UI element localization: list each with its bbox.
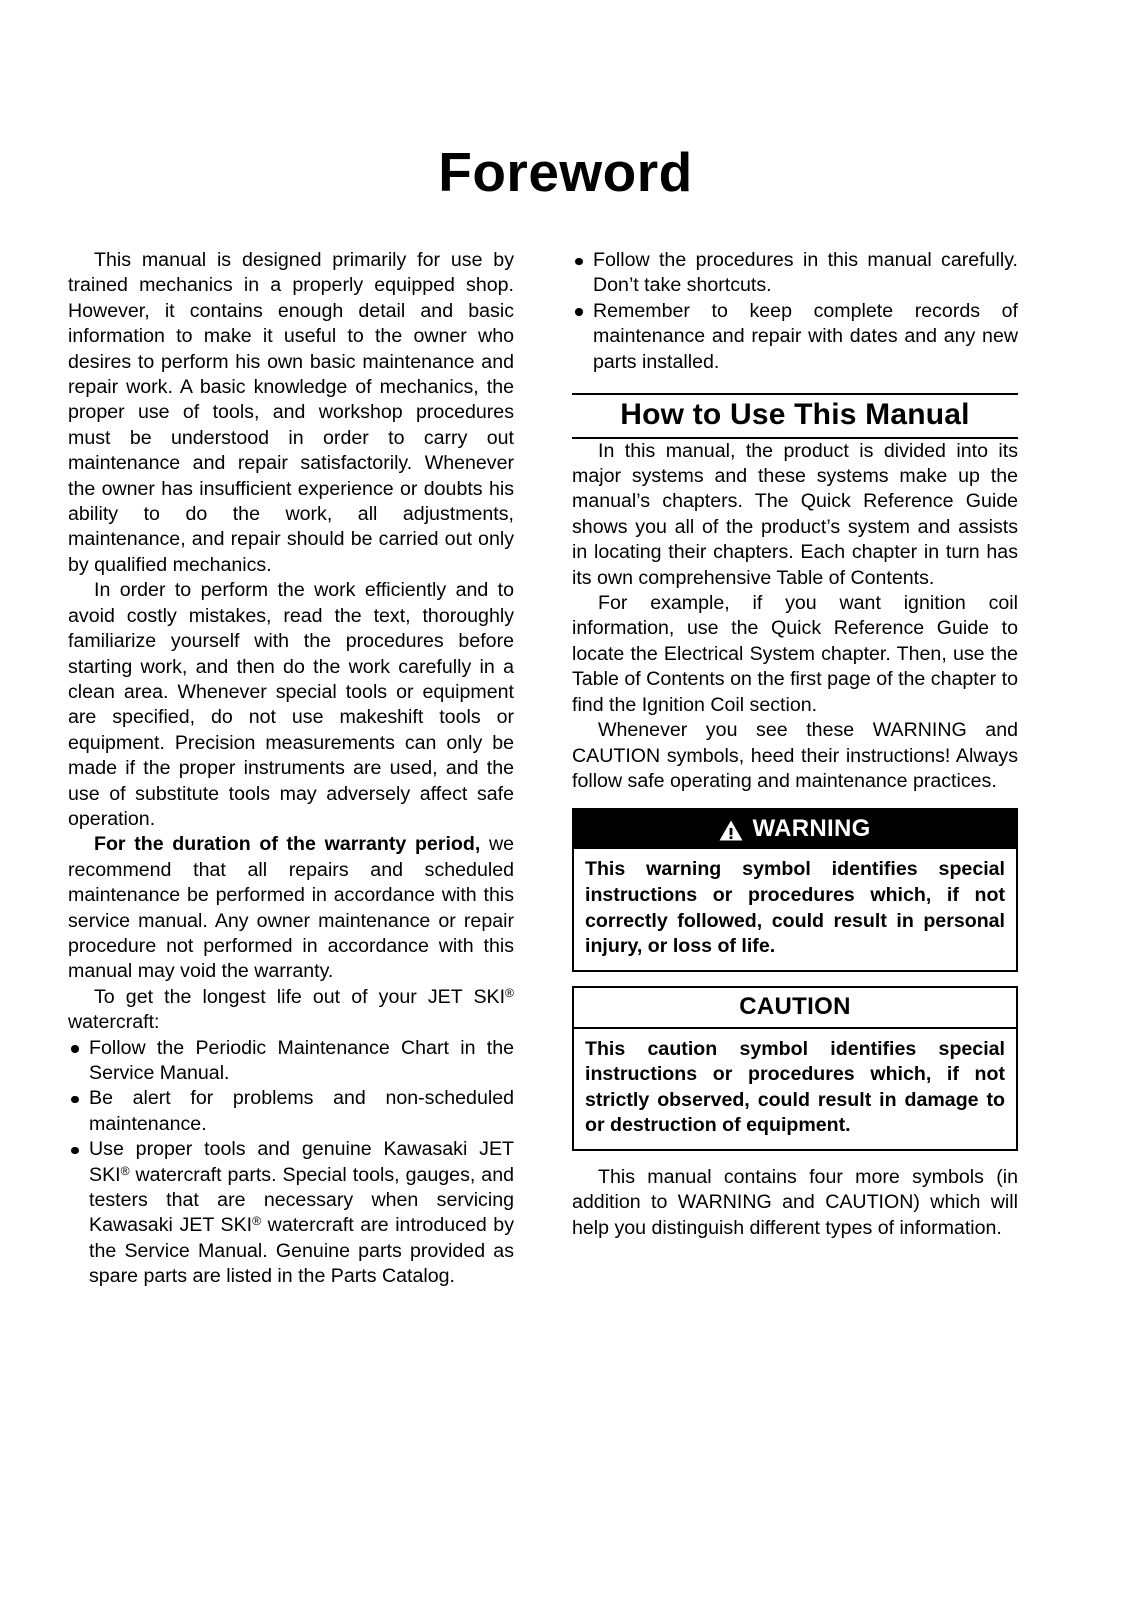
warranty-bold-lead: For the duration of the warranty period, [94, 833, 481, 856]
paragraph-manual-purpose: This manual is designed primarily for use by trained mechanics in a properly equipped shop. However, it contains enough detail and basic information to make it useful to the owner who desires to perform his own basic maintenance and repair work. A basic knowledge of mechanics, the proper use of tools, and workshop procedures must be understood in order to carry out maintenance and repair satisfactorily. Whenever the owner has insufficient experience or doubts his ability to do the work, all adjustments, maintenance, and repair should be carried out only by qualified mechanics. [68, 249, 514, 576]
list-item [572, 248, 1018, 299]
warning-triangle-icon [719, 820, 743, 841]
warranty-rest: we recommend that all repairs and scheduled maintenance be performed in accordance with this service manual. Any owner maintenance or repair procedure not performed in accordance with this manual may void the warranty. [68, 833, 514, 983]
paragraph-warranty-duration [68, 832, 514, 984]
page-title: Foreword [438, 140, 693, 203]
bullet-text-keep-records: Remember to keep complete records of maintenance and repair with dates and any new parts installed. [593, 299, 1018, 373]
left-bullet-list [68, 1036, 514, 1290]
genuine-parts-seg-3: watercraft are introduced by the Service Manual. Genuine parts provided as spare parts are listed in the Parts Catalog. [89, 1214, 515, 1288]
registered-trademark-icon: ® [120, 1163, 130, 1178]
caution-box-label: CAUTION [739, 992, 851, 1020]
caution-box-header [574, 988, 1016, 1029]
caution-box [572, 986, 1018, 1151]
section-heading-how-to-use: How to Use This Manual [572, 393, 1018, 439]
warning-box-header [574, 810, 1016, 849]
bullet-text-periodic-maintenance: Follow the Periodic Maintenance Chart in the Service Manual. [89, 1036, 514, 1084]
paragraph-manual-structure: In this manual, the product is divided into its major systems and these systems make up the manual’s chapters. The Quick Reference Guide shows you all of the product’s system and assists in locating their chapters. Each chapter in turn has its own comprehensive Table of Contents. [572, 439, 1018, 589]
longest-life-text-after: watercraft: [68, 1011, 160, 1034]
paragraph-longest-life [68, 985, 514, 1036]
bullet-text-genuine-parts [89, 1137, 514, 1289]
left-column [68, 248, 514, 1290]
genuine-parts-seg-1: Use proper tools and genuine Kawasaki JET SKI [89, 1138, 514, 1186]
registered-trademark-icon: ® [505, 985, 514, 1000]
caution-box-body [574, 1029, 1016, 1149]
right-column [572, 248, 1018, 1241]
caution-box-text: This caution symbol identifies special instructions or procedures which, if not strictly observed, could result in damage to or destruction of equipment. [585, 1037, 1005, 1137]
registered-trademark-icon: ® [252, 1214, 262, 1229]
warning-box [572, 808, 1018, 971]
longest-life-text-before: To get the longest life out of your JET SKI [94, 985, 506, 1008]
warning-box-text: This warning symbol identifies special instructions or procedures which, if not correctly followed, could result in personal injury, or loss of life. [585, 858, 1005, 958]
list-item [68, 1086, 514, 1137]
list-item [68, 1036, 514, 1087]
bullet-text-follow-procedures: Follow the procedures in this manual carefully. Don’t take shortcuts. [593, 249, 1018, 297]
paragraph-work-efficiency: In order to perform the work efficiently and to avoid costly mistakes, read the text, thoroughly familiarize yourself with the procedures before starting work, and then do the work carefully in a clean area. Whenever special tools or equipment are specified, do not use makeshift tools or equipment. Precision measurements can only be made if the proper instruments are used, and the use of substitute tools may adversely affect safe operation. [68, 579, 514, 830]
genuine-parts-seg-2: watercraft parts. Special tools, gauges, and testers that are necessary when servicing Kawasaki JET SKI [89, 1163, 514, 1237]
warning-box-label: WARNING [752, 815, 871, 843]
two-column-body [68, 248, 1063, 1348]
paragraph-warning-caution-symbols: Whenever you see these WARNING and CAUTION symbols, heed their instructions! Always follow safe operating and maintenance practices. [572, 719, 1018, 792]
right-top-bullet-list [572, 248, 1018, 375]
list-item [68, 1137, 514, 1289]
bullet-text-be-alert: Be alert for problems and non-scheduled maintenance. [89, 1087, 514, 1135]
paragraph-four-more-symbols: This manual contains four more symbols (in addition to WARNING and CAUTION) which will help you distinguish different types of information. [572, 1166, 1018, 1239]
paragraph-example-ignition-coil: For example, if you want ignition coil information, use the Quick Reference Guide to locate the Electrical System chapter. Then, use the Table of Contents on the first page of the chapter to find the Ignition Coil section. [572, 592, 1018, 716]
warning-box-body [574, 849, 1016, 969]
list-item [572, 299, 1018, 375]
